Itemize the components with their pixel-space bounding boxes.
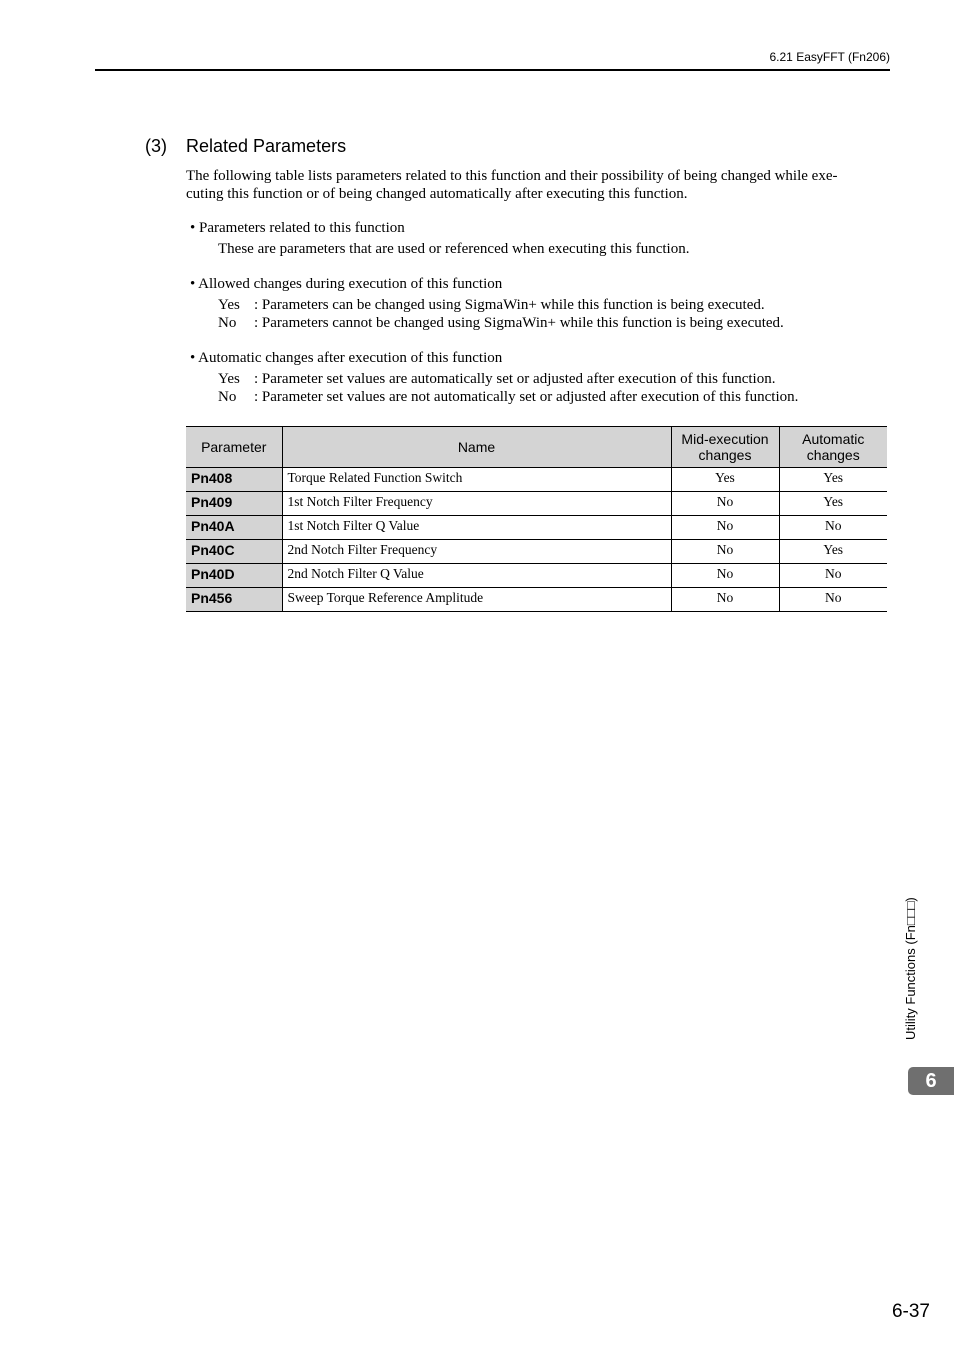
table-row [186, 540, 887, 564]
section-title: Related Parameters [186, 136, 347, 156]
header-parameter: Parameter [186, 427, 282, 468]
keyword-no: No [218, 315, 237, 331]
table-row [186, 492, 887, 516]
param-name: 1st Notch Filter Q Value [282, 516, 671, 540]
mid-execution-value: No [671, 516, 779, 540]
table-row [186, 564, 887, 588]
header-automatic [779, 427, 887, 468]
bullet-related-parameters [190, 219, 689, 258]
param-name: 1st Notch Filter Frequency [282, 492, 671, 516]
page-number: 6-37 [891, 1301, 930, 1322]
param-code: Pn408 [186, 468, 282, 492]
automatic-value: Yes [779, 468, 887, 492]
param-code: Pn40C [186, 540, 282, 564]
intro-line: The following table lists parameters related to this function and their possibility of being changed while exe- [186, 168, 838, 184]
mid-execution-value: No [671, 492, 779, 516]
header-mid-line1: Mid-execution [681, 431, 769, 447]
table-row [186, 588, 887, 612]
automatic-value: No [779, 564, 887, 588]
allowed-no-text: : Parameters cannot be changed using SigmaWin+ while this function is being executed. [254, 315, 784, 331]
automatic-yes-text: : Parameter set values are automatically set or adjusted after execution of this function. [254, 371, 776, 387]
keyword-no: No [218, 389, 237, 405]
bullet-title: • Automatic changes after execution of this function [190, 350, 503, 366]
allowed-yes-text: : Parameters can be changed using SigmaWin+ while this function is being executed. [254, 297, 765, 313]
param-name: Sweep Torque Reference Amplitude [282, 588, 671, 612]
section-number: (3) [145, 136, 167, 156]
automatic-value: No [779, 516, 887, 540]
header-name: Name [282, 427, 671, 468]
automatic-value: Yes [779, 540, 887, 564]
table-header-row [186, 427, 887, 468]
table-row [186, 468, 887, 492]
automatic-yes-line [218, 370, 798, 388]
mid-execution-value: Yes [671, 468, 779, 492]
intro-line: cuting this function or of being changed automatically after executing this function. [186, 185, 688, 202]
allowed-yes-line [218, 296, 784, 314]
bullet-allowed-changes [190, 275, 784, 332]
param-name: 2nd Notch Filter Q Value [282, 564, 671, 588]
param-name: 2nd Notch Filter Frequency [282, 540, 671, 564]
chapter-side-label: Utility Functions (Fn□□□) [903, 897, 918, 1040]
header-auto-line1: Automatic [802, 431, 865, 447]
allowed-no-line [218, 314, 784, 332]
chapter-tab: 6 [908, 1067, 954, 1095]
automatic-value: Yes [779, 492, 887, 516]
mid-execution-value: No [671, 564, 779, 588]
bullet-title: • Parameters related to this function [190, 220, 405, 236]
bullet-automatic-changes [190, 349, 798, 406]
automatic-value: No [779, 588, 887, 612]
intro-paragraph [186, 168, 886, 203]
param-code: Pn40A [186, 516, 282, 540]
bullet-title: • Allowed changes during execution of this function [190, 276, 503, 292]
automatic-no-line [218, 388, 798, 406]
param-name: Torque Related Function Switch [282, 468, 671, 492]
param-code: Pn409 [186, 492, 282, 516]
param-code: Pn40D [186, 564, 282, 588]
table-row [186, 516, 887, 540]
keyword-yes: Yes [218, 371, 240, 387]
keyword-yes: Yes [218, 297, 240, 313]
section-heading [145, 136, 346, 157]
header-mid-line2: changes [698, 447, 752, 463]
param-code: Pn456 [186, 588, 282, 612]
mid-execution-value: No [671, 540, 779, 564]
header-mid-execution [671, 427, 779, 468]
related-parameters-table [186, 426, 887, 612]
running-header: 6.21 EasyFFT (Fn206) [769, 50, 890, 64]
bullet-description: These are parameters that are used or referenced when executing this function. [218, 241, 690, 257]
header-rule [95, 69, 890, 71]
automatic-no-text: : Parameter set values are not automatically set or adjusted after execution of this function. [254, 389, 799, 405]
header-auto-line2: changes [806, 447, 860, 463]
mid-execution-value: No [671, 588, 779, 612]
